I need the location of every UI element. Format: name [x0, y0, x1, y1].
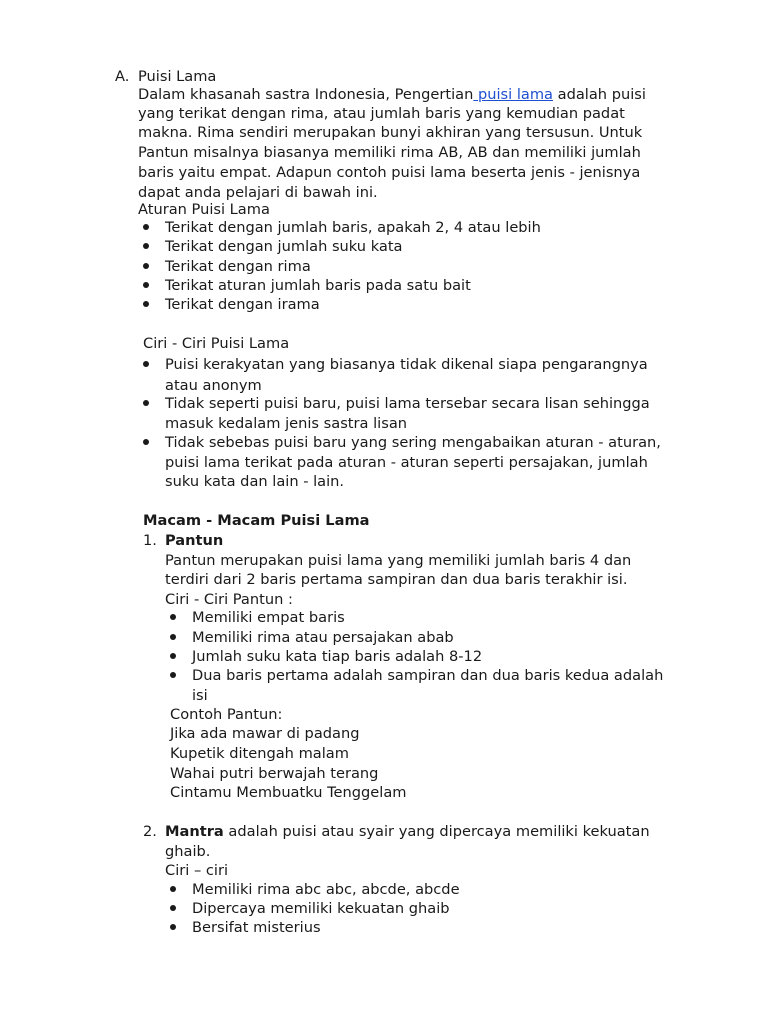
intro-line-3: makna. Rima sendiri merupakan bunyi akhiran yang tersusun. Untuk — [138, 124, 643, 141]
rules-heading: Aturan Puisi Lama — [138, 201, 270, 218]
trait-item-line: Tidak sebebas puisi baru yang sering mengabaikan aturan - aturan, — [165, 434, 661, 451]
mantra-trait: Dipercaya memiliki kekuatan ghaib — [192, 900, 450, 917]
trait-item-line: Puisi kerakyatan yang biasanya tidak dikenal siapa pengarangnya — [165, 356, 648, 373]
intro-line-5: baris yaitu empat. Adapun contoh puisi lama beserta jenis - jenisnya — [138, 164, 641, 181]
bullet-icon — [170, 672, 176, 678]
pantun-example-line: Jika ada mawar di padang — [170, 725, 360, 742]
mantra-number: 2. — [143, 823, 157, 840]
pantun-example-line: Cintamu Membuatku Tenggelam — [170, 784, 407, 801]
bullet-icon — [143, 301, 149, 307]
mantra-title: Mantra — [165, 823, 224, 840]
pantun-trait: Jumlah suku kata tiap baris adalah 8-12 — [192, 648, 483, 665]
bullet-icon — [143, 243, 149, 249]
intro-text-before-link: Dalam khasanah sastra Indonesia, Pengertian — [138, 86, 474, 103]
bullet-icon — [143, 400, 149, 406]
pantun-example-heading: Contoh Pantun: — [170, 706, 283, 723]
bullet-icon — [170, 634, 176, 640]
bullet-icon — [170, 905, 176, 911]
pantun-trait: Dua baris pertama adalah sampiran dan dua baris kedua adalah — [192, 667, 664, 684]
intro-line-4: Pantun misalnya biasanya memiliki rima AB, AB dan memiliki jumlah — [138, 144, 641, 161]
trait-item-line: masuk kedalam jenis sastra lisan — [165, 415, 408, 432]
puisi-lama-link[interactable]: puisi lama — [473, 86, 554, 103]
rule-item: Terikat dengan jumlah suku kata — [165, 238, 403, 255]
trait-item-line: atau anonym — [165, 377, 262, 394]
intro-line-2: yang terikat dengan rima, atau jumlah baris yang kemudian padat — [138, 105, 625, 122]
pantun-trait: isi — [192, 687, 208, 704]
bullet-icon — [143, 224, 149, 230]
pantun-example-line: Wahai putri berwajah terang — [170, 765, 379, 782]
mantra-traits-heading: Ciri – ciri — [165, 862, 229, 879]
pantun-trait: Memiliki empat baris — [192, 609, 345, 626]
pantun-desc-line-2: terdiri dari 2 baris pertama sampiran dan dua baris terakhir isi. — [165, 571, 628, 588]
bullet-icon — [170, 653, 176, 659]
mantra-desc-line-1 — [165, 822, 650, 841]
mantra-desc-line-2: ghaib. — [165, 843, 211, 860]
traits-heading: Ciri - Ciri Puisi Lama — [143, 335, 290, 352]
pantun-trait: Memiliki rima atau persajakan abab — [192, 629, 454, 646]
intro-line-1 — [138, 85, 646, 104]
pantun-number: 1. — [143, 532, 157, 549]
bullet-icon — [143, 439, 149, 445]
pantun-title: Pantun — [165, 532, 224, 549]
intro-text-after-link: adalah puisi — [553, 86, 646, 103]
mantra-trait: Bersifat misterius — [192, 919, 321, 936]
mantra-desc-rest: adalah puisi atau syair yang dipercaya memiliki kekuatan — [223, 823, 650, 840]
bullet-icon — [170, 886, 176, 892]
pantun-example-line: Kupetik ditengah malam — [170, 745, 349, 762]
bullet-icon — [143, 263, 149, 269]
pantun-desc-line-1: Pantun merupakan puisi lama yang memiliki jumlah baris 4 dan — [165, 552, 632, 569]
intro-line-6: dapat anda pelajari di bawah ini. — [138, 184, 378, 201]
mantra-trait: Memiliki rima abc abc, abcde, abcde — [192, 881, 460, 898]
rule-item: Terikat aturan jumlah baris pada satu bait — [165, 277, 471, 294]
bullet-icon — [170, 924, 176, 930]
pantun-traits-heading: Ciri - Ciri Pantun : — [165, 591, 293, 608]
bullet-icon — [143, 282, 149, 288]
section-marker: A. — [115, 68, 130, 85]
trait-item-line: suku kata dan lain - lain. — [165, 473, 345, 490]
bullet-icon — [170, 614, 176, 620]
trait-item-line: Tidak seperti puisi baru, puisi lama tersebar secara lisan sehingga — [165, 395, 650, 412]
rule-item: Terikat dengan jumlah baris, apakah 2, 4 atau lebih — [165, 219, 541, 236]
rule-item: Terikat dengan irama — [165, 296, 320, 313]
trait-item-line: puisi lama terikat pada aturan - aturan seperti persajakan, jumlah — [165, 454, 648, 471]
types-heading: Macam - Macam Puisi Lama — [143, 512, 370, 529]
bullet-icon — [143, 361, 149, 367]
rule-item: Terikat dengan rima — [165, 258, 311, 275]
section-heading: Puisi Lama — [138, 68, 217, 85]
